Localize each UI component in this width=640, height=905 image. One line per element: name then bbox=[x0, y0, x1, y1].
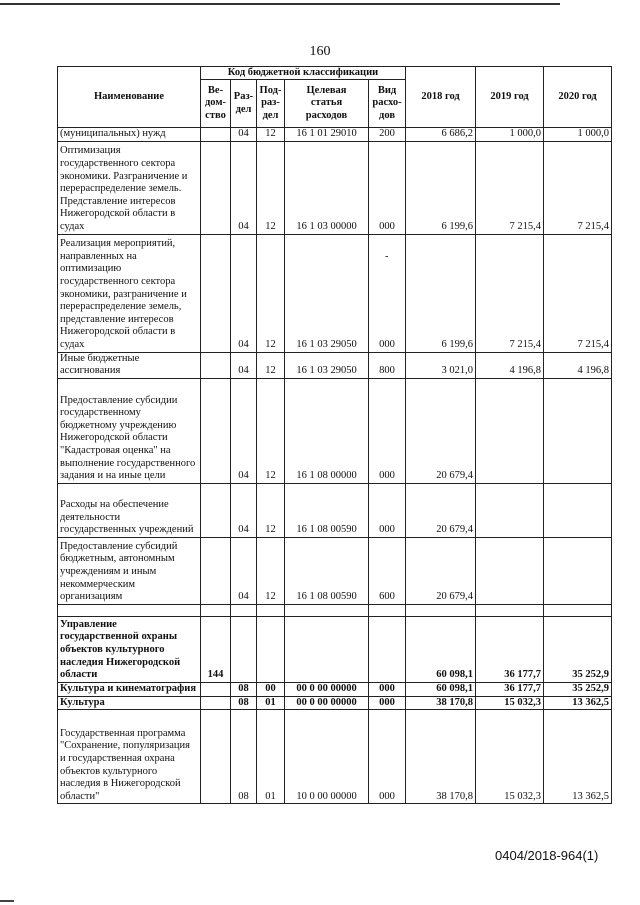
row-vid-rashodov: 000 bbox=[369, 682, 406, 696]
row-celevaya-statya: 16 1 03 29050 bbox=[285, 234, 369, 352]
row-value-2018: 20 679,4 bbox=[406, 483, 476, 537]
row-podrazdel: 12 bbox=[257, 352, 285, 378]
row-value-2020: 13 362,5 bbox=[544, 696, 612, 710]
row-value-2019 bbox=[476, 378, 544, 483]
row-value-2018: 3 021,0 bbox=[406, 352, 476, 378]
row-vedomstvo bbox=[201, 234, 231, 352]
row-value-2018: 20 679,4 bbox=[406, 378, 476, 483]
row-value-2018: 20 679,4 bbox=[406, 537, 476, 604]
header-row-group bbox=[58, 67, 612, 80]
row-razdel: 04 bbox=[231, 537, 257, 604]
row-name: (муниципальных) нужд bbox=[58, 128, 201, 142]
row-vid-rashodov bbox=[369, 616, 406, 682]
header-name: Наименование bbox=[58, 67, 201, 128]
table-row bbox=[58, 616, 612, 682]
row-vid-rashodov: 600 bbox=[369, 537, 406, 604]
row-name: Иные бюджетные ассигнования bbox=[58, 352, 201, 378]
row-razdel: 08 bbox=[231, 710, 257, 804]
row-value-2019: 15 032,3 bbox=[476, 710, 544, 804]
row-name: Культура bbox=[58, 696, 201, 710]
row-celevaya-statya: 16 1 08 00590 bbox=[285, 537, 369, 604]
row-value-2020 bbox=[544, 483, 612, 537]
row-name: Оптимизация государственного сектора экономики. Разграничение и перераспределение земель. Представление интересов Нижегородской области в судах bbox=[58, 141, 201, 234]
row-podrazdel: 12 bbox=[257, 537, 285, 604]
table-row bbox=[58, 378, 612, 483]
row-vedomstvo bbox=[201, 483, 231, 537]
row-name: Государственная программа "Сохранение, популяризация и государственная охрана объектов культурного наследия в Нижегородской области" bbox=[58, 710, 201, 804]
row-podrazdel: 01 bbox=[257, 710, 285, 804]
row-value-2019: 15 032,3 bbox=[476, 696, 544, 710]
row-value-2018: 60 098,1 bbox=[406, 616, 476, 682]
top-rule bbox=[0, 3, 560, 5]
row-value-2020: 7 215,4 bbox=[544, 234, 612, 352]
table-row bbox=[58, 682, 612, 696]
row-value-2019: 36 177,7 bbox=[476, 616, 544, 682]
table-row bbox=[58, 128, 612, 142]
header-podrazdel: Под- раз- дел bbox=[257, 80, 285, 128]
row-razdel: 04 bbox=[231, 352, 257, 378]
header-vedomstvo: Ве- дом- ство bbox=[201, 80, 231, 128]
row-vedomstvo bbox=[201, 696, 231, 710]
row-name: Культура и кинематография bbox=[58, 682, 201, 696]
row-value-2019 bbox=[476, 537, 544, 604]
row-podrazdel: 00 bbox=[257, 682, 285, 696]
row-vedomstvo: 144 bbox=[201, 616, 231, 682]
row-vedomstvo bbox=[201, 378, 231, 483]
header-razdel: Раз- дел bbox=[231, 80, 257, 128]
table-row bbox=[58, 483, 612, 537]
row-celevaya-statya: 10 0 00 00000 bbox=[285, 710, 369, 804]
row-value-2020: 35 252,9 bbox=[544, 616, 612, 682]
row-celevaya-statya bbox=[285, 604, 369, 616]
row-vedomstvo bbox=[201, 604, 231, 616]
row-value-2019: 7 215,4 bbox=[476, 141, 544, 234]
row-razdel: 04 bbox=[231, 128, 257, 142]
row-vid-rashodov: 000 bbox=[369, 696, 406, 710]
row-razdel: 04 bbox=[231, 141, 257, 234]
row-value-2020: 13 362,5 bbox=[544, 710, 612, 804]
table-row bbox=[58, 710, 612, 804]
row-vid-rashodov: 200 bbox=[369, 128, 406, 142]
row-razdel: 04 bbox=[231, 483, 257, 537]
row-razdel: 04 bbox=[231, 378, 257, 483]
row-vid-rashodov: 000 bbox=[369, 710, 406, 804]
row-vedomstvo bbox=[201, 141, 231, 234]
row-value-2018: 60 098,1 bbox=[406, 682, 476, 696]
row-value-2020 bbox=[544, 537, 612, 604]
row-celevaya-statya: 00 0 00 00000 bbox=[285, 682, 369, 696]
row-vedomstvo bbox=[201, 537, 231, 604]
row-podrazdel: 12 bbox=[257, 141, 285, 234]
row-vid-rashodov: 000 bbox=[369, 378, 406, 483]
row-razdel: 04 bbox=[231, 234, 257, 352]
corner-mark bbox=[0, 900, 14, 902]
row-vedomstvo bbox=[201, 352, 231, 378]
row-podrazdel: 12 bbox=[257, 234, 285, 352]
row-celevaya-statya: 16 1 03 00000 bbox=[285, 141, 369, 234]
row-razdel bbox=[231, 616, 257, 682]
row-value-2019 bbox=[476, 604, 544, 616]
header-classification: Код бюджетной классификации bbox=[201, 67, 406, 80]
row-value-2020: 35 252,9 bbox=[544, 682, 612, 696]
row-razdel: 08 bbox=[231, 696, 257, 710]
row-podrazdel: 12 bbox=[257, 483, 285, 537]
table-row bbox=[58, 604, 612, 616]
row-podrazdel bbox=[257, 604, 285, 616]
table-row bbox=[58, 234, 612, 352]
header-vid: Вид расхо- дов bbox=[369, 80, 406, 128]
row-value-2019: 1 000,0 bbox=[476, 128, 544, 142]
budget-table bbox=[57, 66, 612, 804]
row-name: Расходы на обеспечение деятельности государственных учреждений bbox=[58, 483, 201, 537]
row-celevaya-statya: 16 1 08 00590 bbox=[285, 483, 369, 537]
row-vedomstvo bbox=[201, 128, 231, 142]
row-razdel: 08 bbox=[231, 682, 257, 696]
row-celevaya-statya: 16 1 01 29010 bbox=[285, 128, 369, 142]
header-2018: 2018 год bbox=[406, 67, 476, 128]
header-2020: 2020 год bbox=[544, 67, 612, 128]
row-value-2019: 36 177,7 bbox=[476, 682, 544, 696]
row-value-2018: 6 199,6 bbox=[406, 234, 476, 352]
document-number: 0404/2018-964(1) bbox=[495, 848, 599, 863]
stray-dash-mark: - bbox=[385, 251, 389, 262]
row-value-2020 bbox=[544, 378, 612, 483]
row-name: Управление государственной охраны объектов культурного наследия Нижегородской области bbox=[58, 616, 201, 682]
table-row bbox=[58, 696, 612, 710]
row-podrazdel: 12 bbox=[257, 128, 285, 142]
row-vedomstvo bbox=[201, 710, 231, 804]
table-row bbox=[58, 141, 612, 234]
row-value-2018: 6 199,6 bbox=[406, 141, 476, 234]
row-podrazdel bbox=[257, 616, 285, 682]
table-row bbox=[58, 352, 612, 378]
row-celevaya-statya: 16 1 08 00000 bbox=[285, 378, 369, 483]
row-podrazdel: 12 bbox=[257, 378, 285, 483]
row-value-2018: 38 170,8 bbox=[406, 696, 476, 710]
row-value-2020: 1 000,0 bbox=[544, 128, 612, 142]
row-value-2018: 38 170,8 bbox=[406, 710, 476, 804]
row-value-2018 bbox=[406, 604, 476, 616]
row-vid-rashodov: 800 bbox=[369, 352, 406, 378]
row-value-2019: 4 196,8 bbox=[476, 352, 544, 378]
row-value-2018: 6 686,2 bbox=[406, 128, 476, 142]
row-name: Предоставление субсидии государственному бюджетному учреждению Нижегородской области "Кадастровая оценка" на выполнение государственного задания и на иные цели bbox=[58, 378, 201, 483]
row-razdel bbox=[231, 604, 257, 616]
row-vid-rashodov bbox=[369, 604, 406, 616]
row-name bbox=[58, 604, 201, 616]
row-value-2020: 4 196,8 bbox=[544, 352, 612, 378]
row-value-2019 bbox=[476, 483, 544, 537]
row-podrazdel: 01 bbox=[257, 696, 285, 710]
header-2019: 2019 год bbox=[476, 67, 544, 128]
table-row bbox=[58, 537, 612, 604]
row-celevaya-statya bbox=[285, 616, 369, 682]
row-vid-rashodov: 000 bbox=[369, 483, 406, 537]
row-name: Реализация мероприятий, направленных на оптимизацию государственного сектора экономики, разграничение и перераспределение земель, представление интересов Нижегородской области в судах bbox=[58, 234, 201, 352]
row-value-2020 bbox=[544, 604, 612, 616]
page-number: 160 bbox=[309, 44, 331, 59]
row-value-2019: 7 215,4 bbox=[476, 234, 544, 352]
row-value-2020: 7 215,4 bbox=[544, 141, 612, 234]
header-celevaya: Целевая статья расходов bbox=[285, 80, 369, 128]
row-celevaya-statya: 16 1 03 29050 bbox=[285, 352, 369, 378]
row-name: Предоставление субсидий бюджетным, автономным учреждениям и иным некоммерческим организациям bbox=[58, 537, 201, 604]
row-vid-rashodov: 000 bbox=[369, 234, 406, 352]
row-vid-rashodov: 000 bbox=[369, 141, 406, 234]
row-celevaya-statya: 00 0 00 00000 bbox=[285, 696, 369, 710]
row-vedomstvo bbox=[201, 682, 231, 696]
